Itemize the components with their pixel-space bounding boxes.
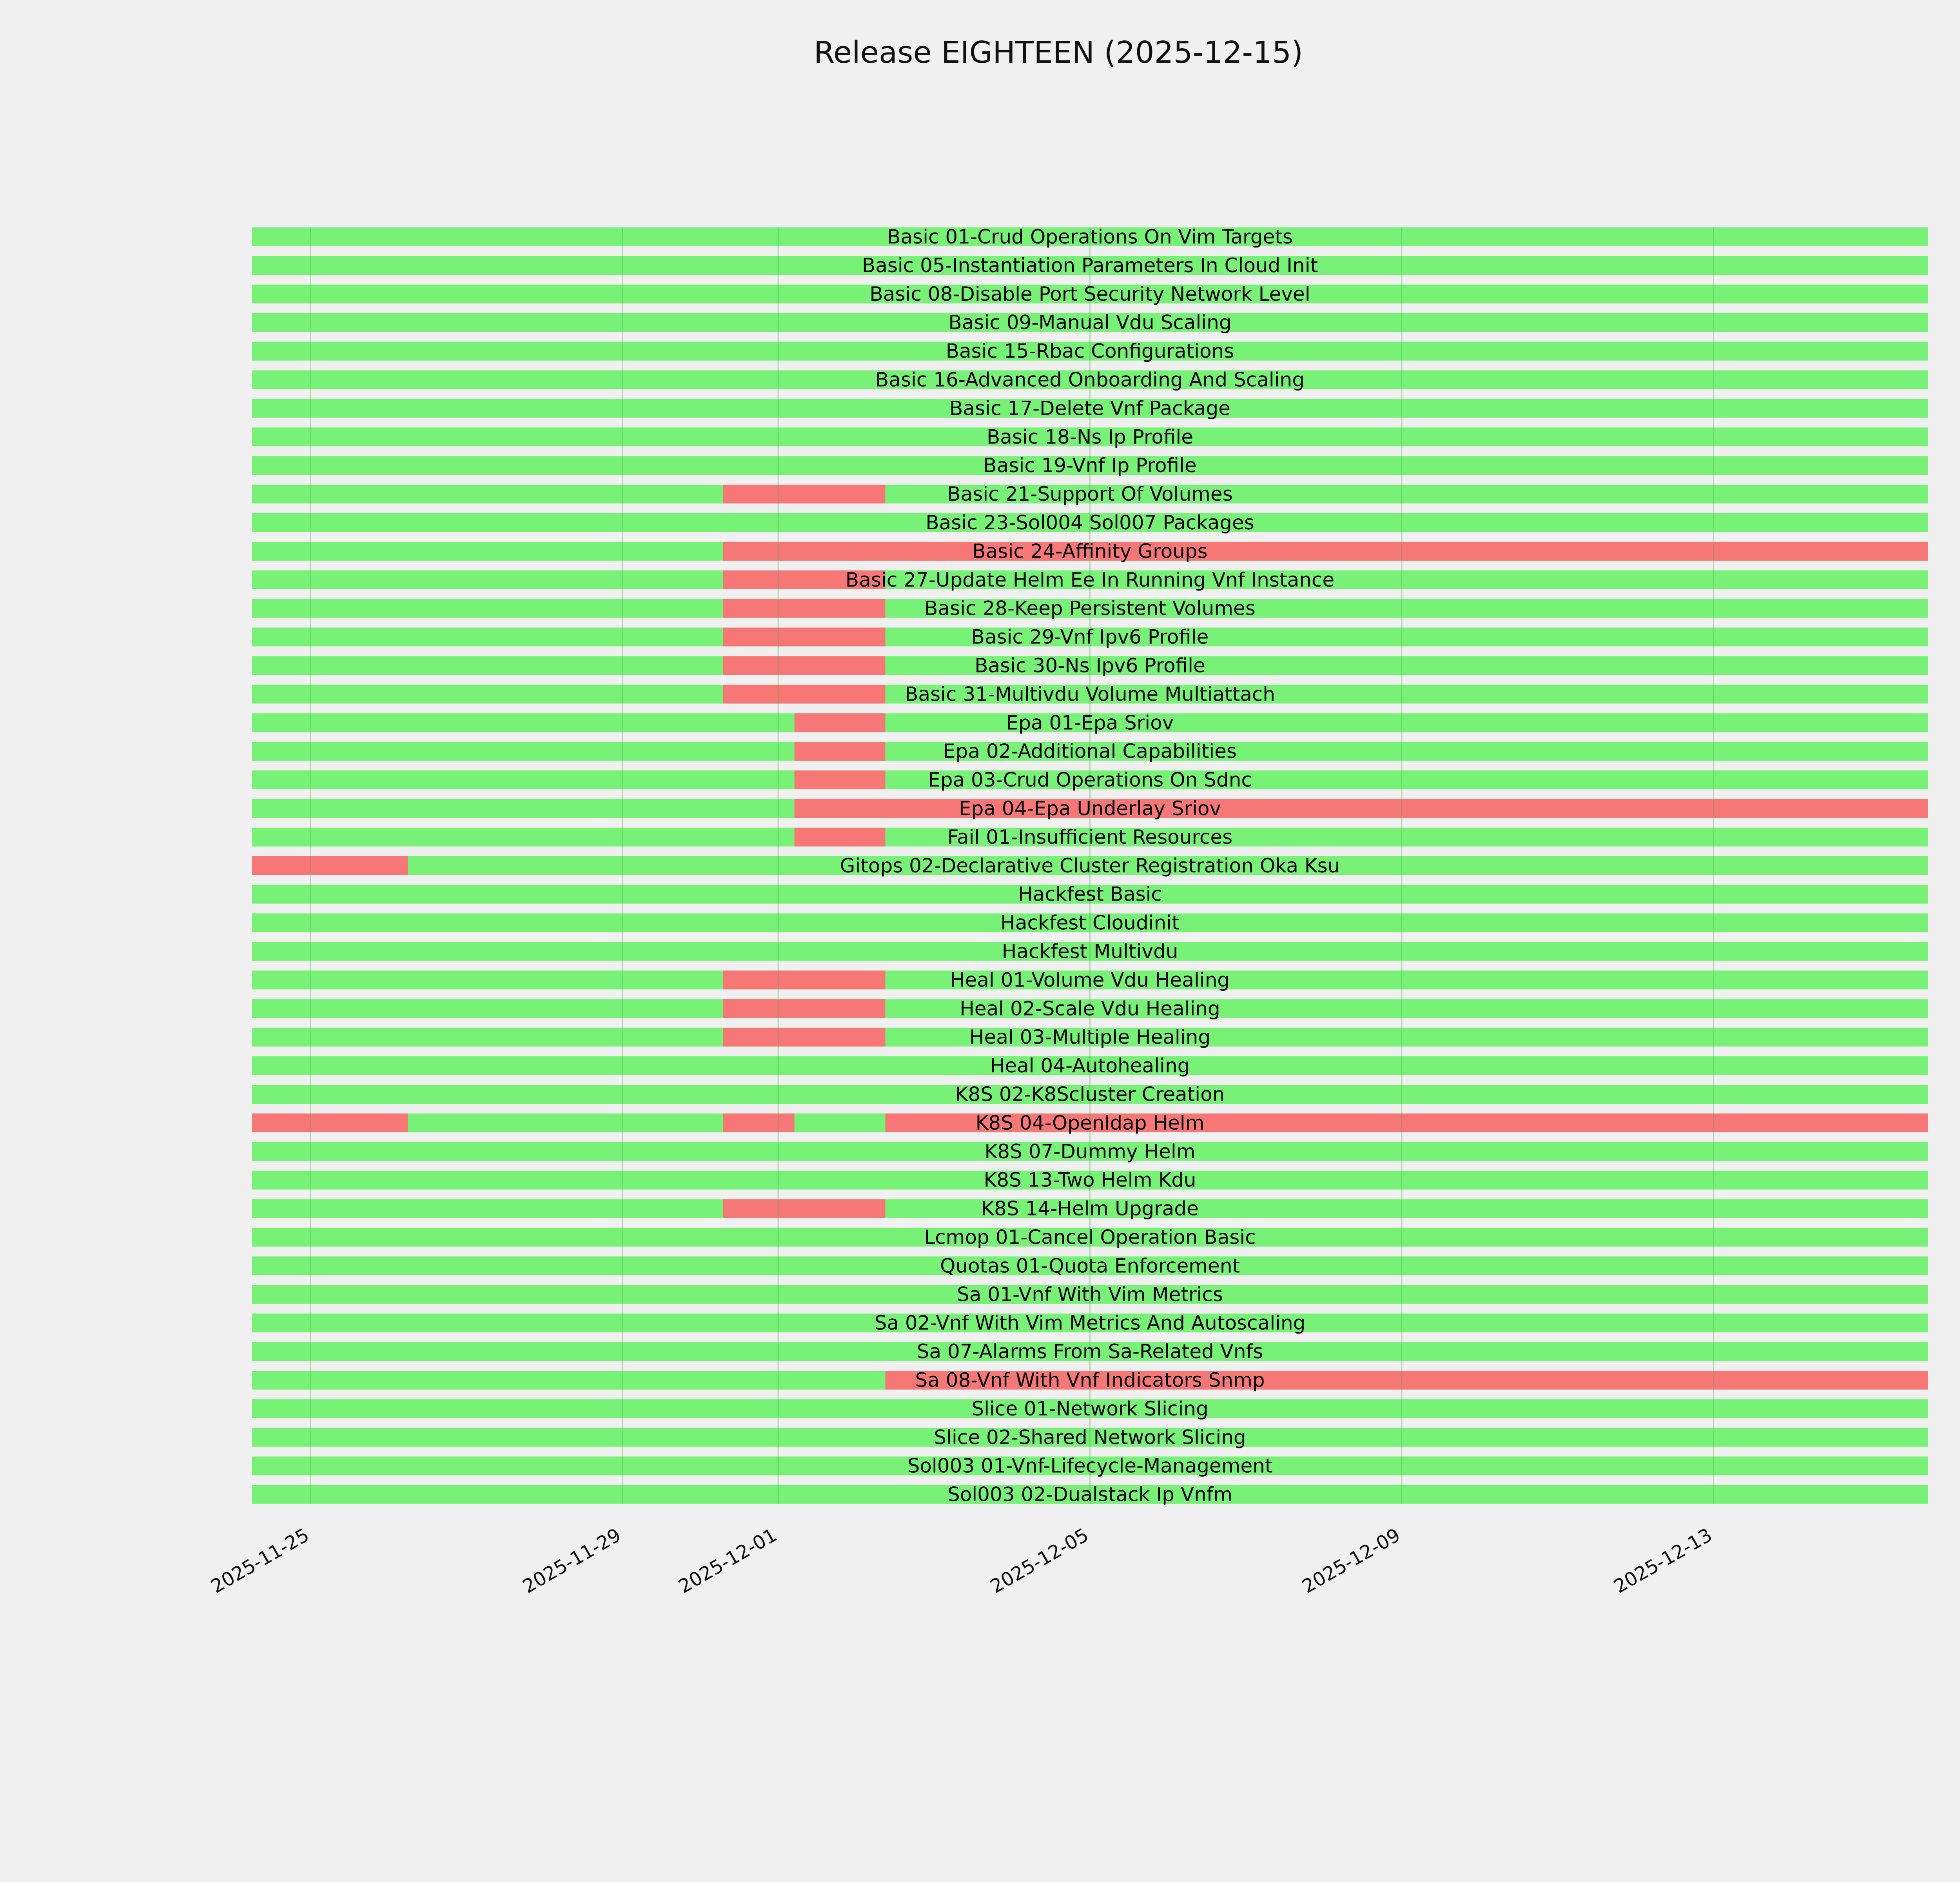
row-label: Basic 15-Rbac Configurations [946, 340, 1234, 363]
row-label: Heal 02-Scale Vdu Healing [960, 997, 1220, 1020]
row-label: Hackfest Basic [1018, 883, 1162, 906]
row-label: Sa 01-Vnf With Vim Metrics [957, 1283, 1223, 1306]
row-label: Hackfest Cloudinit [1000, 911, 1180, 934]
row-label: Sa 07-Alarms From Sa-Related Vnfs [916, 1340, 1263, 1363]
row-label: Basic 24-Affinity Groups [972, 540, 1208, 563]
row-label: Heal 04-Autohealing [990, 1054, 1190, 1077]
fail-segment [252, 1114, 408, 1132]
fail-segment [723, 628, 885, 647]
fail-segment [723, 999, 885, 1018]
row-label: Quotas 01-Quota Enforcement [940, 1254, 1240, 1277]
row-label: Basic 23-Sol004 Sol007 Packages [926, 511, 1254, 534]
row-label: Basic 17-Delete Vnf Package [949, 397, 1230, 420]
fail-segment [723, 685, 885, 703]
row-label: Basic 27-Update Helm Ee In Running Vnf Instance [845, 568, 1335, 591]
row-label: K8S 04-Openldap Helm [975, 1111, 1205, 1134]
x-tick-label: 2025-11-29 [519, 1524, 625, 1598]
x-tick-label: 2025-12-13 [1610, 1524, 1716, 1598]
row-label: Sol003 01-Vnf-Lifecycle-Management [907, 1454, 1273, 1477]
fail-segment [723, 656, 885, 675]
fail-segment [723, 542, 1928, 561]
row-label: Sa 02-Vnf With Vim Metrics And Autoscaling [874, 1312, 1306, 1335]
row-label: Hackfest Multivdu [1002, 940, 1178, 963]
row-label: Basic 28-Keep Persistent Volumes [924, 597, 1256, 620]
row-label: Basic 08-Disable Port Security Network Level [869, 282, 1310, 305]
row-label: Basic 30-Ns Ipv6 Profile [975, 654, 1205, 677]
row-label: K8S 07-Dummy Helm [984, 1140, 1196, 1163]
row-label: Basic 01-Crud Operations On Vim Targets [887, 225, 1293, 248]
row-label: Basic 16-Advanced Onboarding And Scaling [875, 368, 1305, 391]
row-label: Basic 18-Ns Ip Profile [986, 425, 1194, 449]
row-label: Epa 01-Epa Sriov [1006, 711, 1174, 734]
fail-segment [723, 1028, 885, 1046]
row-label: K8S 14-Helm Upgrade [981, 1197, 1199, 1220]
row-label: Basic 09-Manual Vdu Scaling [948, 311, 1232, 334]
row-label: K8S 02-K8Scluster Creation [955, 1083, 1225, 1106]
fail-segment [795, 828, 886, 847]
fail-segment [723, 1114, 794, 1132]
row-label: Basic 21-Support Of Volumes [947, 483, 1233, 506]
x-tick-label: 2025-11-25 [207, 1524, 313, 1598]
row-label: Sa 08-Vnf With Vnf Indicators Snmp [915, 1369, 1265, 1392]
row-label: Gitops 02-Declarative Cluster Registration Oka Ksu [840, 854, 1340, 877]
row-label: Sol003 02-Dualstack Ip Vnfm [947, 1483, 1233, 1506]
x-tick-label: 2025-12-09 [1298, 1524, 1404, 1598]
row-label: Slice 02-Shared Network Slicing [934, 1426, 1246, 1449]
x-tick-label: 2025-12-05 [986, 1524, 1093, 1598]
fail-segment [723, 970, 885, 989]
fail-segment [252, 856, 408, 875]
row-label: Slice 01-Network Slicing [971, 1397, 1209, 1420]
row-label: Fail 01-Insufficient Resources [947, 825, 1233, 848]
fail-segment [723, 1199, 885, 1218]
row-label: Epa 04-Epa Underlay Sriov [958, 797, 1221, 820]
row-label: Basic 29-Vnf Ipv6 Profile [971, 625, 1209, 649]
row-label: Heal 03-Multiple Healing [969, 1026, 1211, 1049]
row-label: Epa 03-Crud Operations On Sdnc [928, 768, 1252, 792]
row-label: Heal 01-Volume Vdu Healing [950, 968, 1230, 992]
fail-segment [795, 770, 886, 789]
fail-segment [795, 713, 886, 732]
chart-title: Release EIGHTEEN (2025-12-15) [813, 35, 1303, 70]
fail-segment [795, 742, 886, 761]
row-label: Basic 31-Multivdu Volume Multiattach [905, 683, 1275, 706]
row-label: Lcmop 01-Cancel Operation Basic [924, 1226, 1256, 1249]
x-axis-ticks [207, 1524, 1716, 1598]
x-tick-label: 2025-12-01 [675, 1524, 781, 1598]
row-label: Basic 19-Vnf Ip Profile [983, 454, 1197, 477]
fail-segment [723, 599, 885, 618]
row-label: Epa 02-Additional Capabilities [943, 740, 1237, 763]
row-label: Basic 05-Instantiation Parameters In Cloud Init [862, 254, 1318, 277]
fail-segment [723, 485, 885, 503]
row-label: K8S 13-Two Helm Kdu [984, 1168, 1196, 1192]
